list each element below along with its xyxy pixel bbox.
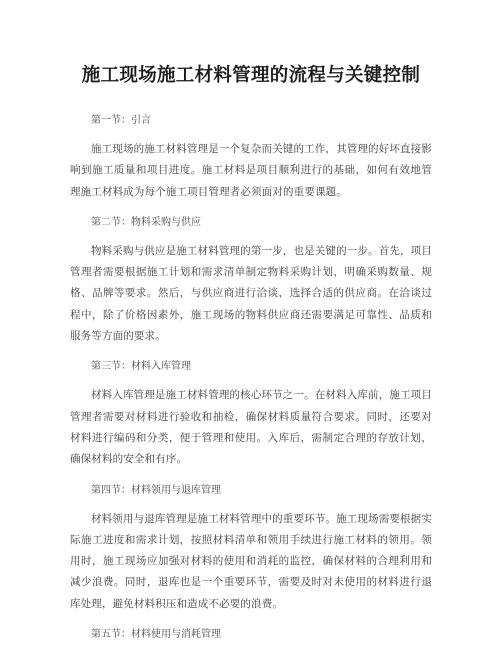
section-procurement: [70, 216, 432, 347]
section-heading: 第二节：物料采购与供应: [91, 216, 201, 228]
section-heading: 第四节：材料领用与退库管理: [91, 484, 221, 496]
section-requisition-return: [70, 484, 432, 615]
section-warehousing: [70, 360, 432, 470]
section-heading: 第五节：材料使用与消耗管理: [91, 629, 221, 641]
section-heading: 第一节：引言: [91, 115, 151, 126]
section-heading: 第三节：材料入库管理: [91, 361, 191, 373]
section-paragraph: 材料入库管理是施工材料管理的核心环节之一。在材料入库前，施工项目管理者需要对材料进行验收和抽检，确保材料质量符合要求。同时，还要对材料进行编码和分类，便于管理和使用。入库后，需制定合理的存放计划，确保材料的安全和有序。: [70, 389, 432, 466]
section-introduction: [70, 114, 432, 203]
section-usage-consumption: [70, 628, 432, 642]
document-title: 施工现场施工材料管理的流程与关键控制: [81, 65, 421, 86]
section-paragraph: 材料领用与退库管理是施工材料管理中的重要环节。施工现场需要根据实际施工进度和需求计划，按照材料清单和领用手续进行施工材料的领用。领用时，施工现场应加强对材料的使用和消耗的监控，确保材料的合理利用和减少浪费。同时，退库也是一个重要环节，需要及时对未使用的材料进行退库处理，避免材料积压和造成不必要的浪费。: [70, 512, 432, 610]
section-paragraph: 物料采购与供应是施工材料管理的第一步，也是关键的一步。首先，项目管理者需要根据施工计划和需求清单制定物料采购计划，明确采购数量、规格、品牌等要求。然后，与供应商进行洽谈，选择合适的供应商。在洽谈过程中，除了价格因素外，施工现场的物料供应商还需要满足可靠性、品质和服务等方面的要求。: [70, 244, 432, 343]
section-paragraph: 施工现场的施工材料管理是一个复杂而关键的工作，其管理的好坏直接影响到施工质量和项目进度。施工材料是项目顺利进行的基础，如何有效地管理施工材料成为每个施工项目管理者必须面对的重要课题。: [70, 143, 432, 198]
